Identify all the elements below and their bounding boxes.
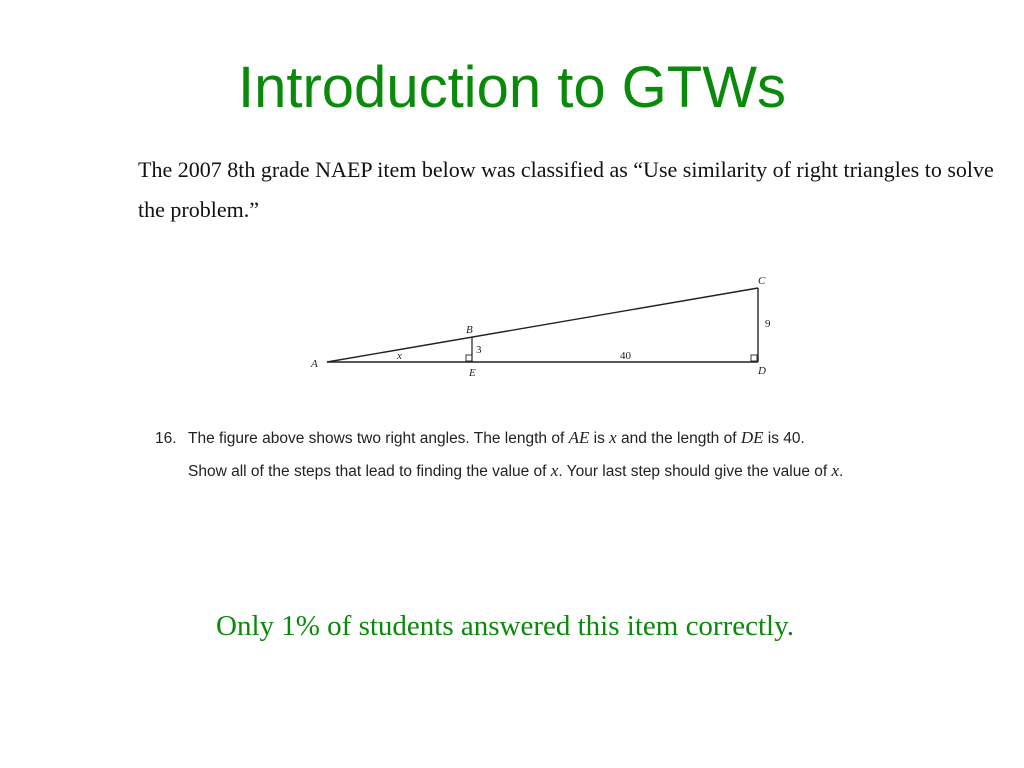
triangle-figure bbox=[300, 262, 800, 392]
label-cd-length: 9 bbox=[765, 318, 771, 330]
label-e: E bbox=[469, 367, 476, 379]
label-x: x bbox=[397, 350, 402, 362]
problem-text: . Your last step should give the value of bbox=[558, 463, 832, 480]
right-angle-marker-d bbox=[751, 355, 757, 361]
triangle-diagram bbox=[300, 262, 800, 392]
problem-var: DE bbox=[740, 428, 764, 447]
result-text: Only 1% of students answered this item correctly. bbox=[216, 610, 794, 642]
problem-text: Show all of the steps that lead to finding the value of bbox=[188, 463, 551, 480]
label-ed-length: 40 bbox=[620, 350, 631, 362]
problem-text: is bbox=[589, 430, 610, 447]
problem-text: is 40. bbox=[763, 430, 805, 447]
problem-number: 16. bbox=[155, 430, 177, 447]
segment-ac bbox=[327, 288, 758, 362]
problem-line-2 bbox=[155, 455, 955, 488]
right-angle-marker-e bbox=[466, 355, 472, 361]
label-d: D bbox=[758, 365, 766, 377]
label-b: B bbox=[466, 324, 473, 336]
problem-text: The figure above shows two right angles. The length of bbox=[188, 430, 569, 447]
problem-line-1 bbox=[155, 422, 955, 455]
problem-statement bbox=[155, 422, 955, 488]
slide-title: Introduction to GTWs bbox=[238, 55, 786, 120]
label-be-length: 3 bbox=[476, 344, 482, 356]
label-a: A bbox=[311, 358, 318, 370]
problem-var: x bbox=[609, 428, 617, 447]
problem-var: AE bbox=[568, 428, 590, 447]
problem-var: x bbox=[550, 461, 559, 480]
label-c: C bbox=[758, 275, 766, 287]
intro-text: The 2007 8th grade NAEP item below was classified as “Use similarity of right triangles to solve the problem.” bbox=[138, 157, 994, 222]
problem-text: and the length of bbox=[616, 430, 741, 447]
problem-text: . bbox=[839, 463, 844, 480]
problem-var: x bbox=[831, 461, 840, 480]
